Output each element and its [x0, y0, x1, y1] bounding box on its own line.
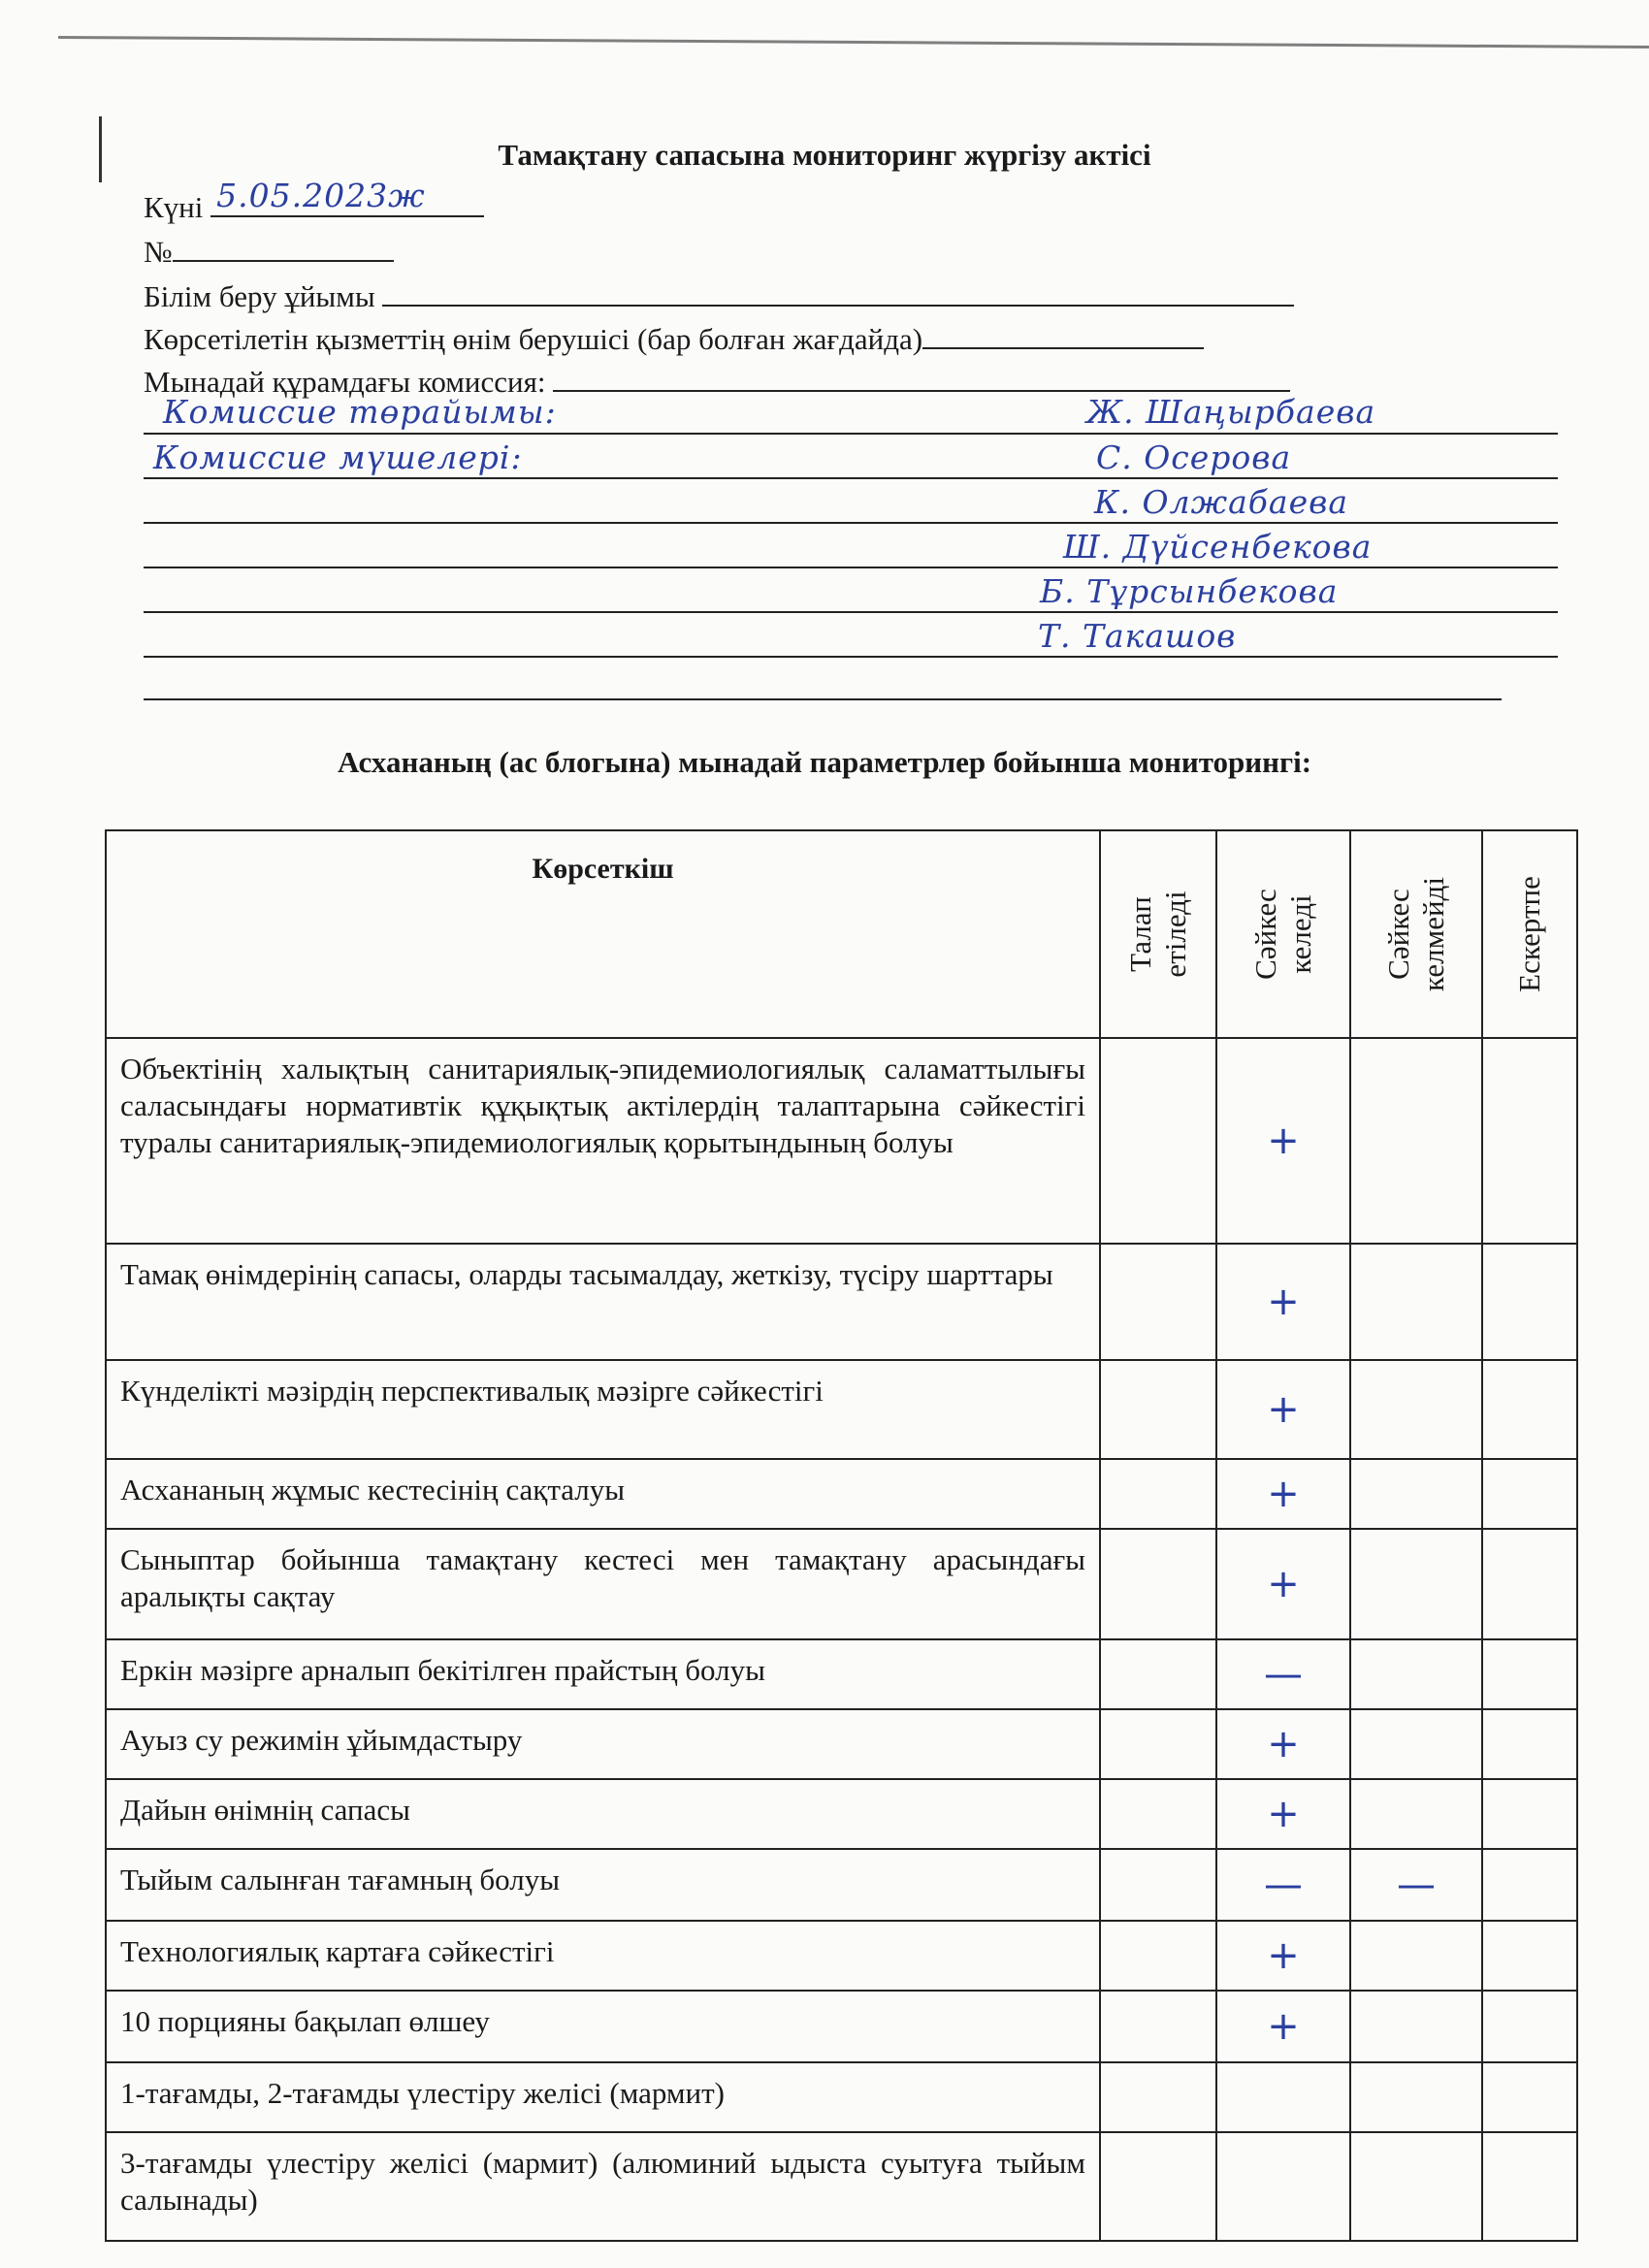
indicator-table — [105, 829, 1578, 2242]
commission-rule — [144, 477, 1558, 479]
table-row — [106, 1639, 1577, 1709]
number-line — [173, 231, 394, 262]
indicator-cell: Тыйым салынған тағамның болуы — [106, 1849, 1100, 1921]
note-cell — [1482, 1921, 1577, 1991]
commission-chair-role: Комиссие төрайымы: — [163, 393, 557, 431]
not-complies-mark-cell — [1350, 2062, 1482, 2132]
complies-mark-cell: + — [1216, 1244, 1350, 1360]
indicator-cell: Дайын өнімнің сапасы — [106, 1779, 1100, 1849]
date-line — [210, 177, 484, 217]
commission-member-name: К. Олжабаева — [1094, 483, 1348, 521]
required-mark-cell — [1100, 1244, 1216, 1360]
note-cell — [1482, 1991, 1577, 2062]
note-cell — [1482, 1849, 1577, 1921]
table-header-row — [106, 830, 1577, 1038]
required-mark-cell — [1100, 1991, 1216, 2062]
note-cell — [1482, 1244, 1577, 1360]
indicator-cell: Күнделікті мәзірдің перспективалық мәзірге сәйкестігі — [106, 1360, 1100, 1459]
note-cell — [1482, 2132, 1577, 2241]
required-mark-cell — [1100, 2132, 1216, 2241]
not-complies-mark-cell — [1350, 1921, 1482, 1991]
table-row — [106, 1709, 1577, 1779]
column-header-not-complies — [1350, 830, 1482, 1038]
date-label: Күні — [144, 190, 204, 224]
complies-mark-cell: + — [1216, 1779, 1350, 1849]
table-row — [106, 1921, 1577, 1991]
provider-line — [922, 318, 1204, 349]
column-header-label: Ескертпе — [1512, 876, 1546, 992]
required-mark-cell — [1100, 1038, 1216, 1244]
indicator-cell: Тамақ өнімдерінің сапасы, оларды тасымалдау, жеткізу, түсіру шарттары — [106, 1244, 1100, 1360]
column-header-indicator: Көрсеткіш — [106, 830, 1100, 1038]
table-row — [106, 1459, 1577, 1529]
indicator-cell: Технологиялық картаға сәйкестігі — [106, 1921, 1100, 1991]
table-row — [106, 1038, 1577, 1244]
commission-rule — [144, 656, 1558, 658]
document-title: Тамақтану сапасына мониторинг жүргізу актісі — [498, 138, 1151, 172]
org-label: Білім беру ұйымы — [144, 279, 375, 313]
indicator-cell: Еркін мәзірге арналып бекітілген прайстың болуы — [106, 1639, 1100, 1709]
column-header-label: Талап етіледі — [1123, 891, 1192, 978]
commission-rule — [144, 611, 1558, 613]
commission-rule — [144, 522, 1558, 524]
commission-member-name: С. Осерова — [1096, 438, 1292, 476]
table-row — [106, 1244, 1577, 1360]
date-field — [144, 177, 484, 225]
indicator-cell: Ауыз су режимін ұйымдастыру — [106, 1709, 1100, 1779]
note-cell — [1482, 2062, 1577, 2132]
complies-mark-cell: — — [1216, 1639, 1350, 1709]
complies-mark-cell: — — [1216, 1849, 1350, 1921]
not-complies-mark-cell — [1350, 1639, 1482, 1709]
column-header-complies — [1216, 830, 1350, 1038]
provider-field — [144, 318, 1204, 357]
not-complies-mark-cell — [1350, 1529, 1482, 1639]
column-header-note — [1482, 830, 1577, 1038]
org-line — [382, 275, 1294, 307]
commission-rule — [144, 433, 1558, 435]
table-row — [106, 1779, 1577, 1849]
indicator-cell: 10 порцияны бақылап өлшеу — [106, 1991, 1100, 2062]
indicator-cell: 3-тағамды үлестіру желісі (мармит) (алюминий ыдыста суытуға тыйым салынады) — [106, 2132, 1100, 2241]
note-cell — [1482, 1779, 1577, 1849]
required-mark-cell — [1100, 1849, 1216, 1921]
scan-edge-line — [58, 36, 1649, 49]
note-cell — [1482, 1459, 1577, 1529]
required-mark-cell — [1100, 1709, 1216, 1779]
required-mark-cell — [1100, 1779, 1216, 1849]
provider-label: Көрсетілетін қызметтің өнім берушісі (бар болған жағдайда) — [144, 322, 923, 356]
note-cell — [1482, 1038, 1577, 1244]
commission-member-name: Б. Тұрсынбекова — [1040, 572, 1339, 610]
required-mark-cell — [1100, 2062, 1216, 2132]
commission-line — [553, 361, 1290, 392]
table-row — [106, 1849, 1577, 1921]
commission-label: Мынадай құрамдағы комиссия: — [144, 365, 546, 399]
required-mark-cell — [1100, 1529, 1216, 1639]
org-field — [144, 275, 1294, 314]
table-body — [106, 1038, 1577, 2241]
note-cell — [1482, 1709, 1577, 1779]
commission-rule — [144, 567, 1558, 568]
not-complies-mark-cell — [1350, 1779, 1482, 1849]
complies-mark-cell: + — [1216, 1459, 1350, 1529]
indicator-cell: Сыныптар бойынша тамақтану кестесі мен тамақтану арасындағы аралықты сақтау — [106, 1529, 1100, 1639]
complies-mark-cell: + — [1216, 1360, 1350, 1459]
commission-rule — [144, 698, 1502, 700]
table-row — [106, 2062, 1577, 2132]
complies-mark-cell — [1216, 2062, 1350, 2132]
table-row — [106, 2132, 1577, 2241]
complies-mark-cell — [1216, 2132, 1350, 2241]
column-header-label: Сәйкес келмейді — [1381, 877, 1450, 991]
number-field — [144, 231, 394, 270]
not-complies-mark-cell — [1350, 1709, 1482, 1779]
table-row — [106, 1991, 1577, 2062]
not-complies-mark-cell — [1350, 2132, 1482, 2241]
not-complies-mark-cell: — — [1350, 1849, 1482, 1921]
indicator-cell: Объектінің халықтың санитариялық-эпидемиологиялық саламаттылығы саласындағы нормативтік құқықтық актілердің талаптарына сәйкестігі туралы санитариялық-эпидемиологиялық қорытындының болуы — [106, 1038, 1100, 1244]
number-label: № — [144, 235, 173, 269]
required-mark-cell — [1100, 1459, 1216, 1529]
not-complies-mark-cell — [1350, 1459, 1482, 1529]
not-complies-mark-cell — [1350, 1244, 1482, 1360]
note-cell — [1482, 1529, 1577, 1639]
complies-mark-cell: + — [1216, 1921, 1350, 1991]
monitoring-title: Асхананың (ас блогына) мынадай параметрлер бойынша мониторингі: — [337, 745, 1312, 779]
complies-mark-cell: + — [1216, 1709, 1350, 1779]
note-cell — [1482, 1360, 1577, 1459]
required-mark-cell — [1100, 1639, 1216, 1709]
date-value: 5.05.2023ж — [216, 177, 426, 214]
complies-mark-cell: + — [1216, 1529, 1350, 1639]
column-header-label: Сәйкес келеді — [1248, 889, 1317, 980]
required-mark-cell — [1100, 1921, 1216, 1991]
commission-member-name: Т. Такашов — [1038, 617, 1237, 655]
required-mark-cell — [1100, 1360, 1216, 1459]
complies-mark-cell: + — [1216, 1038, 1350, 1244]
note-cell — [1482, 1639, 1577, 1709]
not-complies-mark-cell — [1350, 1991, 1482, 2062]
indicator-cell: 1-тағамды, 2-тағамды үлестіру желісі (мармит) — [106, 2062, 1100, 2132]
complies-mark-cell: + — [1216, 1991, 1350, 2062]
not-complies-mark-cell — [1350, 1360, 1482, 1459]
commission-member-name: Ж. Шаңырбаева — [1086, 393, 1376, 431]
commission-members-role: Комиссие мүшелері: — [153, 438, 523, 476]
indicator-cell: Асхананың жұмыс кестесінің сақталуы — [106, 1459, 1100, 1529]
not-complies-mark-cell — [1350, 1038, 1482, 1244]
table-row — [106, 1360, 1577, 1459]
commission-member-name: Ш. Дүйсенбекова — [1063, 528, 1373, 566]
table-row — [106, 1529, 1577, 1639]
column-header-required — [1100, 830, 1216, 1038]
